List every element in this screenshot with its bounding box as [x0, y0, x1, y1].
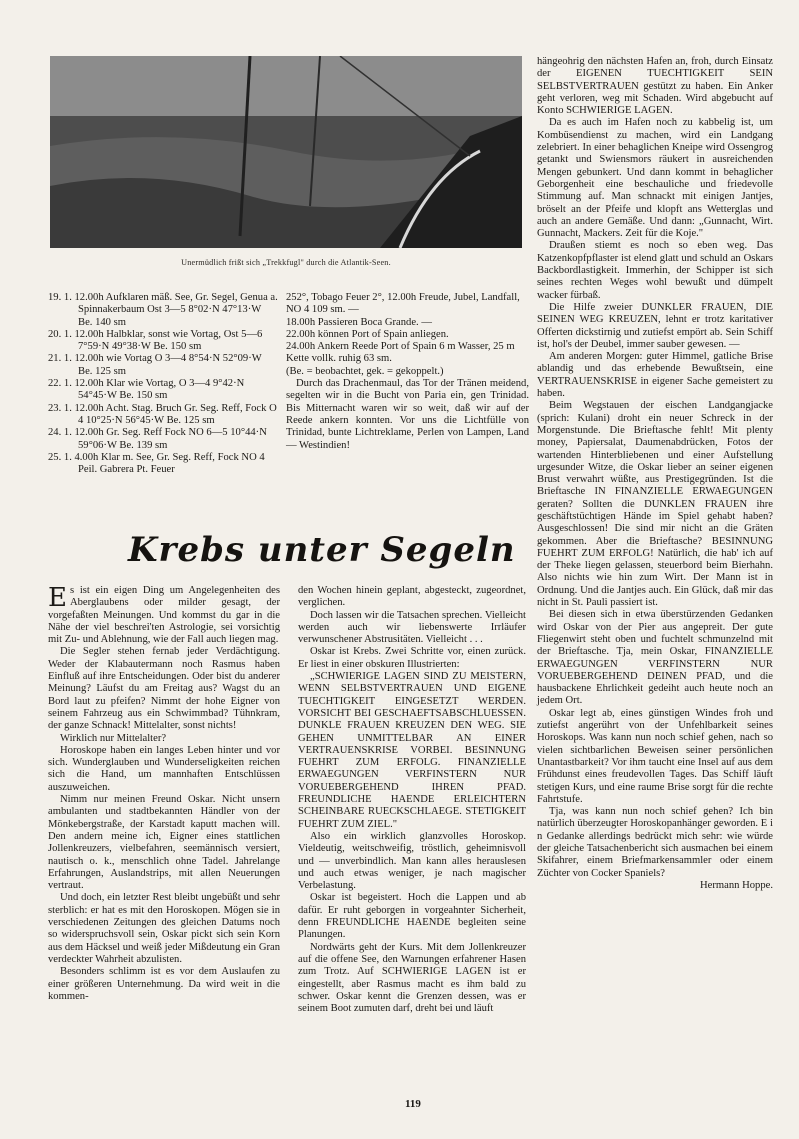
log-entry: 21. 1. 12.00h wie Vortag O 3—4 8°54·N 52°09·W Be. 125 sm — [48, 353, 262, 377]
paragraph: Die Segler stehen fernab jeder Verdächtigung. Weder der Klabautermann noch Rasmus haben Einfluß auf ihre Entscheidungen. Oder bist du anderer Meinung? Läufst du am Freitag aus? Wagst du an Bord laut zu pfeifen? Nimmt der hohe Eigner von seinem Fahrzeug aus ein Schwimmbad? Tühnkram, der ganze Schnack! Mittelalter, sonst nichts! — [48, 646, 280, 732]
log-entry: 20. 1. 12.00h Halbklar, sonst wie Vortag, Ost 5—6 7°59·N 49°38·W Be. 150 sm — [48, 328, 263, 353]
paragraph: Beim Wegstauen der eischen Landgangjacke (sprich: Kulani) droht ein neuer Schreck in der Morgenstunde. Die Brieftasche fehlt! Mit plenty money, Papiersalat, Daumenabdrücken, Fotos der wartenden Hinterbliebenen und einer Aufstellung urgesunder Witze, die Oskar lieber an seiner eigenen Brust verwahrt wüßte, aus Prestigegründen. Ist die Brieftasche IN FINANZIELLE ERWAEGUNGEN geraten? Sollten die DUNKLEN FRAUEN ihre geschäftstüchtigen Hände im Spiel gehabt haben? Ausgeschlossen! Die sind mir nicht an die Gräten gekommen. Aber die Brieftasche? BESINNUNG FUEHRT ZUM ERFOLG! Natürlich, die hab' ich auf der Theke liegen gelassen, steuerbord beim Bierhahn. Also nichts wie hin zum Wirt. Der Mann ist in Ordnung. Und die Jantjes auch. Ein Glück, daß mir das nicht in St. Pauli passiert ist. — [537, 400, 773, 609]
page-number: 119 — [405, 1098, 421, 1110]
paragraph: Die Hilfe zweier DUNKLER FRAUEN, DIE SEINEN WEG KREUZEN, lehnt er trotz karitativer Offerten dickstirnig und zutiefst empört ab. Sein Schiff ist, hol's der Deubel, immer sauber gewesen. — — [537, 301, 773, 350]
paragraph: Horoskope haben ein langes Leben hinter und vor sich. Wunderglauben und Wunderseligkeiten reichen sich die Hand, um mannhaften Entschlüssen auszuweichen. — [48, 744, 280, 793]
sailing-photo — [50, 56, 522, 248]
paragraph: Oskar ist begeistert. Hoch die Lappen und ab dafür. Er ruht geborgen in vorgeahnter Sicherheit, denn FREUNDLICHE HAENDE begleiten seine Planungen. — [298, 892, 526, 941]
paragraph: Oskar ist Krebs. Zwei Schritte vor, einen zurück. Er liest in einer obskuren Illustrierten: — [298, 646, 526, 670]
log-entry: 23. 1. 12.00h Acht. Stag. Bruch Gr. Seg. Reff, Fock O 4 10°25·N 56°45·W Be. 125 sm — [48, 402, 277, 426]
log-entry: 252°, Tobago Feuer 2°, 12.00h Freude, Jubel, Landfall, NO 4 109 sm. — — [286, 292, 520, 316]
log-entry: 22.00h können Port of Spain anliegen. — [286, 328, 449, 340]
paragraph: Wirklich nur Mittelalter? — [60, 732, 167, 744]
paragraph: Doch lassen wir die Tatsachen sprechen. Vielleicht werden auch wir liebenswerte Irrläufer verwunschener Abstrusitäten. Vielleicht . . . — [298, 609, 526, 646]
paragraph: Oskar legt ab, eines günstigen Windes froh und zutiefst angerührt von der Unfehlbarkeit seines Horoskops. Was kann nun noch schief gehen, nach so vielen sichtbarlichen Beweisen seiner persönlichen Unantastbarkeit? Vor ihm taucht eine Insel auf aus dem Frühdunst eines freudevollen Tages. Das Schiff läuft stetigen Kurs, und eine raume Brise sorgt für die rechte Fahrtstufe. — [537, 707, 773, 805]
paragraph: Besonders schlimm ist es vor dem Auslaufen zu einer größeren Unternehmung. Da wird weit in die kommen- — [48, 966, 280, 1002]
log-entry: 24. 1. 12.00h Gr. Seg. Reff Fock NO 6—5 10°44·N 59°06·W Be. 139 sm — [48, 427, 267, 451]
paragraph: Da es auch im Hafen noch zu kabbelig ist, um Kombüsendienst zu machen, wird ein Landgang zelebriert. In einer behaglichen Kneipe wird Ossengrog getankt und Swiensmors räukert in ausreichenden Mengen gebunkert. Und dann kommt in behaglicher Geborgenheit eine beschauliche und friedevolle Stimmung auf. Man schnackt mit einigen Jantjes, bröselt an der Pfeife und klopft ans Wetterglas und auch an andere Gemäße. Und dann: „Gunnacht, Wirt. Gunnacht, Mackers. Zeit für die Koje." — [537, 117, 773, 240]
article-column-3 — [537, 56, 773, 892]
article-column-2 — [298, 585, 526, 1015]
log-entry: 22. 1. 12.00h Klar wie Vortag, O 3—4 9°42·N 54°45·W Be. 150 sm — [48, 378, 245, 402]
logbook-middle — [286, 292, 529, 452]
paragraph: Und doch, ein letzter Rest bleibt ungebüßt und sehr sterblich: er hat es mit den Horoskopen. Mögen sie in verschiedenen Zeitungen des gleichen Datums noch so widerspruchsvoll sein, Oskar pickt sich sein Korn aus dem Häcksel und weiß jeder Mißdeutung ein Gran verdeckter Wahrheit abzulisten. — [48, 892, 280, 965]
paragraph: Bei diesen sich in etwa überstürzenden Gedanken wird Oskar von der Pier aus angepreit. Der gute Fliegenwirt steht oben und fuchtelt schmunzelnd mit der Brieftasche. Tja, mein Oskar, FINANZIELLE ERWAEGUNGEN VERFINSTERN NUR VORUEBERGEHEND DEINEN PFAD, und die hausbackene Ehrlichkeit gedeiht auch heute noch an jedem Ort. — [537, 609, 773, 707]
log-entry: 18.00h Passieren Boca Grande. — — [286, 316, 432, 328]
drop-cap: E — [48, 583, 67, 613]
log-entry: 24.00h Ankern Reede Port of Spain 6 m Wasser, 25 m Kette vollk. ruhig 63 sm. — [286, 341, 515, 365]
log-entry: 25. 1. 4.00h Klar m. See, Gr. Seg. Reff, Fock NO 4 Peil. Gabrera Pt. Feuer — [48, 451, 265, 476]
paragraph: den Wochen hinein geplant, abgesteckt, zugeordnet, verglichen. — [298, 585, 526, 609]
paragraph: Nimm nur meinen Freund Oskar. Nicht unsern ambulanten und stadtbekannten Händler von der Mönkebergstraße, der Karstadt kaputt machen will. Den andern meine ich, Eigner eines stattlichen Jollenkreuzers, vielbefahren, seemännisch versiert, nautisch o. k., menschlich ohne Tadel. Jahrelange Erfahrungen, Auslandstrips, mit allen Neuerungen vertraut. — [48, 794, 280, 892]
photo-caption: Unermüdlich frißt sich „Trekkfugl" durch die Atlantik-Seen. — [181, 258, 391, 267]
paragraph: Am anderen Morgen: guter Himmel, gatliche Brise ablandig und das erhebende Bewußtsein, eine VERTRAUENSKRISE in eigener Sache gemeistert zu haben. — [537, 351, 773, 400]
author-signature: Hermann Hoppe. — [700, 879, 773, 891]
article-column-1 — [48, 585, 280, 1003]
paragraph: s ist ein eigen Ding um Angelegenheiten des Aberglaubens oder milder gesagt, der vorgefaßten Meinungen. Und kommst du gar in die Nähe der viel beschrei'ten Astrologie, sei vorsichtig mit Zu- und Ablehnung, wie der Fall auch liegen mag. — [48, 585, 280, 646]
paragraph: Nordwärts geht der Kurs. Mit dem Jollenkreuzer auf die offene See, den Warnungen erfahrener Hasen zum Trotz. Auf SCHWIERIGE LAGEN ist er eingestellt, aber Rasmus macht es ihm bald zu schwer. Oskar kennt die Grenzen dessen, was er seinem Boot zumuten darf, dreht bei und läuft — [298, 941, 526, 1015]
log-entry: 19. 1. 12.00h Aufklaren mäß. See, Gr. Segel, Genua a. Spinnakerbaum Ost 3—5 8°02·N 47°13·W Be. 140 sm — [48, 292, 278, 328]
paragraph: Tja, was kann nun noch schief gehen? Ich bin natürlich überzeugter Horoskopanhänger geworden. E i n Gedanke allerdings bedrückt mich sehr: wie würde der gleiche Tatsachenbericht sich ausmachen bei einem Skifahrer, einem Briefmarkensammler oder einem Züchter von Cocker Spaniels? — [537, 806, 773, 879]
boat-bow-image — [50, 56, 522, 248]
horoscope-quote: „SCHWIERIGE LAGEN SIND ZU MEISTERN, WENN SELBSTVERTRAUEN UND EIGENE TUECHTIGKEIT EINGESETZT WERDEN. VORSICHT BEI GESCHAEFTSABSCHLUESSEN. DUNKLE FRAUEN KREUZEN DEN WEG. SIE GEHEN UNMITTELBAR AN EINER VERTRAUENSKRISE VORBEI. BESINNUNG FUEHRT ZUM ERFOLG. FINANZIELLE ERWAEGUNGEN VERFINSTERN NUR VORUEBERGEHEND IHREN PFAD. FREUNDLICHE HAENDE ERLEICHTERN SCHEINBARE RUECKSCHLAEGE. STETIGKEIT FUEHRT ZUM ZIEL." — [298, 671, 526, 830]
log-note: (Be. = beobachtet, gek. = gekoppelt.) — [286, 365, 444, 377]
article-title: Krebs unter Segeln — [128, 530, 516, 570]
paragraph: Draußen stiemt es noch so eben weg. Das Katzenkopfpflaster ist elend glatt und schuld an Oskars Backbordlastigkeit. Immerhin, der Schipper ist sich seines rechten Weges wohl bewußt und dümpelt wacker fürbaß. — [537, 240, 773, 301]
paragraph: Also ein wirklich glanzvolles Horoskop. Vieldeutig, weitschweifig, tröstlich, geheimnisvoll und — unverbindlich. Man kann alles herauslesen und auch etwas weniger, je nach magischer Verbelastung. — [298, 830, 526, 892]
log-text: Durch das Drachenmaul, das Tor der Tränen meidend, segelten wir in die Bucht von Paria ein, gen Trinidad. Bis Mitternacht waren wir so weit, daß wir auf der Reede ankern konnten. Vor uns die Lichtfülle von Trinidad, bunte Lichtreklame, Perlen von Lampen, Land — Westindien! — [286, 378, 529, 451]
paragraph: hängeohrig den nächsten Hafen an, froh, durch Einsatz der EIGENEN TUECHTIGKEIT SEIN SELBSTVERTRAUEN gestützt zu haben. Ein Anker geht verloren, weg mit Schaden. Wird abgebucht auf Konto SCHWIERIGE LAGEN. — [537, 56, 773, 117]
logbook-left — [48, 292, 278, 476]
